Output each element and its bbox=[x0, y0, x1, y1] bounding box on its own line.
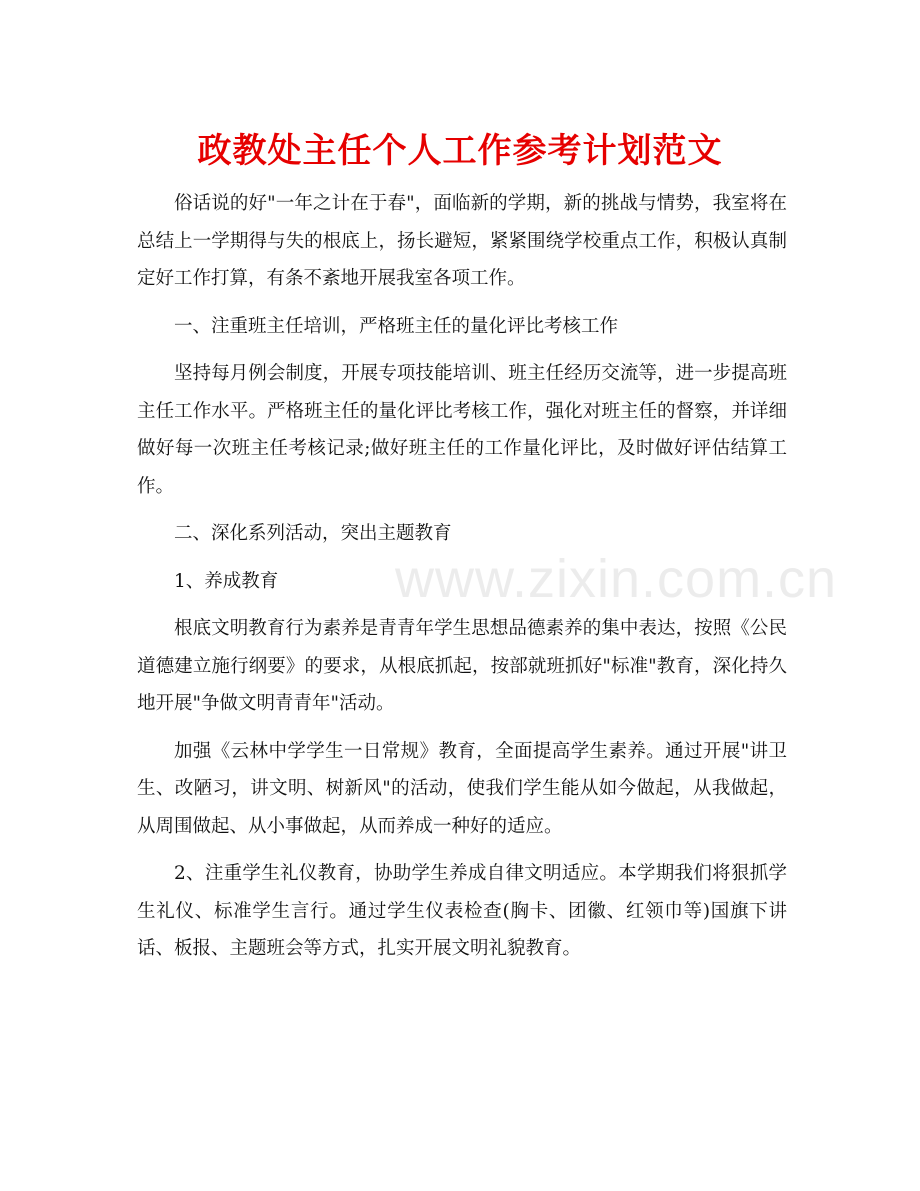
paragraph-etiquette-education: 2、注重学生礼仪教育，协助学生养成自律文明适应。本学期我们将狠抓学生礼仪、标准学生言行。通过学生仪表检查(胸卡、团徽、红领巾等)国旗下讲话、板报、主题班会等方式，扎实开展文明礼貌教育。 bbox=[137, 863, 787, 959]
watermark: www.zixin.com.cn bbox=[395, 549, 838, 609]
paragraph-section-1: 坚持每月例会制度，开展专项技能培训、班主任经历交流等，进一步提高班主任工作水平。严格班主任的量化评比考核工作，强化对班主任的督察，并详细做好每一次班主任考核记录;做好班主任的工作量化评比，及时做好评估结算工作。 bbox=[137, 363, 787, 497]
paragraph-habit-education: 根底文明教育行为素养是青青年学生思想品德素养的集中表达，按照《公民道德建立施行纲要》的要求，从根底抓起，按部就班抓好"标准"教育，深化持久地开展"争做文明青青年"活动。 bbox=[137, 618, 787, 714]
subsection-heading-1: 1、养成教育 bbox=[174, 570, 279, 592]
document-title: 政教处主任个人工作参考计划范文 bbox=[197, 131, 723, 171]
section-heading-1: 一、注重班主任培训，严格班主任的量化评比考核工作 bbox=[174, 315, 619, 337]
paragraph-intro: 俗话说的好"一年之计在于春"，面临新的学期，新的挑战与情势，我室将在总结上一学期得与失的根底上，扬长避短，紧紧围绕学校重点工作，积极认真制定好工作打算，有条不紊地开展我室各项工作。 bbox=[137, 193, 787, 289]
paragraph-daily-rules: 加强《云林中学学生一日常规》教育，全面提高学生素养。通过开展"讲卫生、改陋习，讲文明、树新风"的活动，使我们学生能从如今做起，从我做起，从周围做起、从小事做起，从而养成一种好的适应。 bbox=[137, 740, 787, 837]
section-heading-2: 二、深化系列活动，突出主题教育 bbox=[174, 523, 452, 544]
document-body bbox=[137, 185, 787, 978]
